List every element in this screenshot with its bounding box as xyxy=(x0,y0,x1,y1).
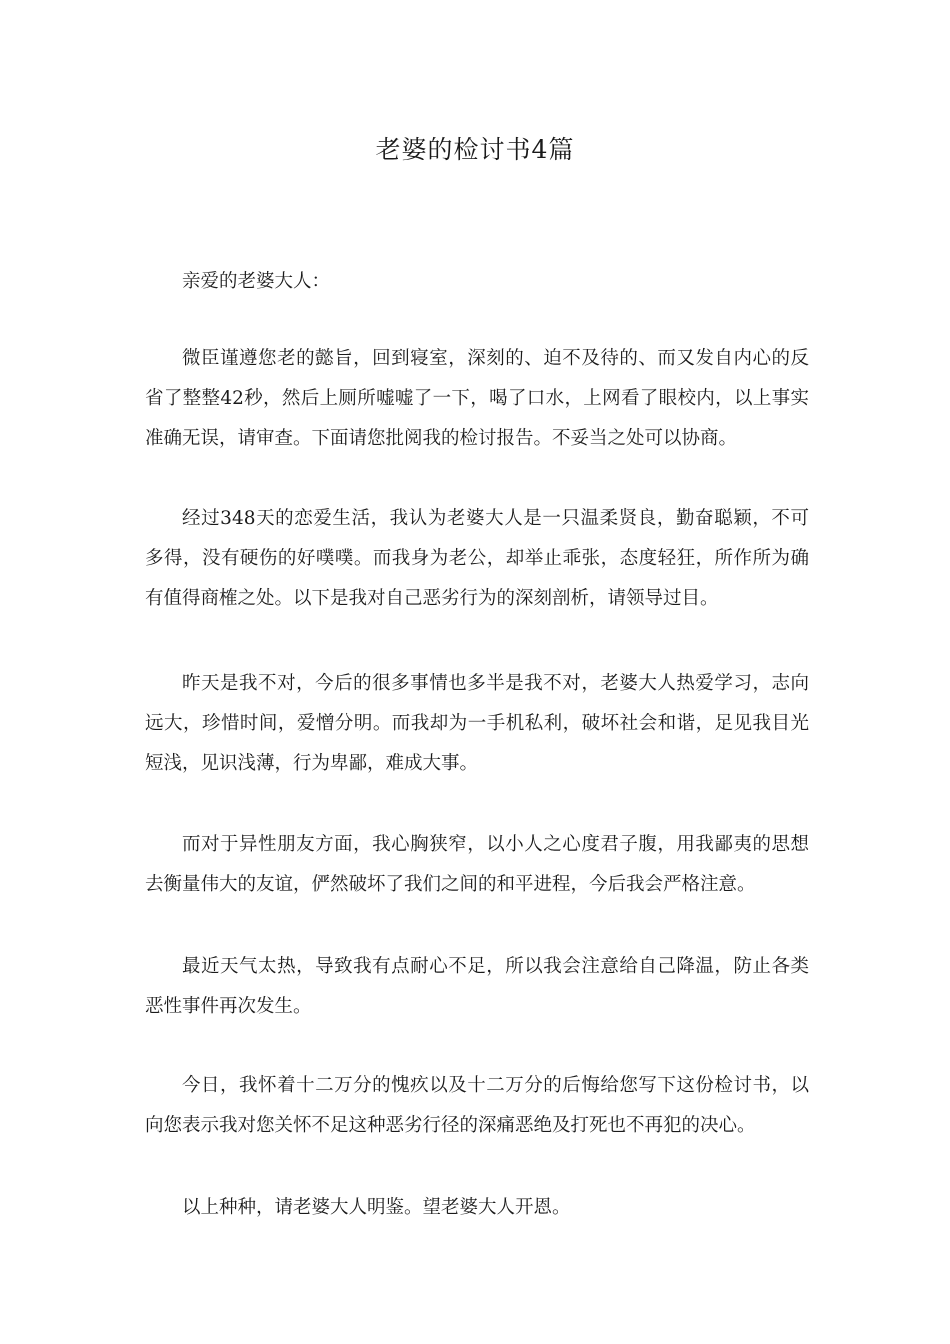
paragraph-6: 今日，我怀着十二万分的愧疚以及十二万分的后悔给您写下这份检讨书，以向您表示我对您关怀不足这种恶劣行径的深痛恶绝及打死也不再犯的决心。 xyxy=(145,1075,809,1136)
paragraph-block-6 xyxy=(145,1066,809,1146)
paragraph-1: 微臣谨遵您老的懿旨，回到寝室，深刻的、迫不及待的、而又发自内心的反省了整整42秒，然后上厕所嘘嘘了一下，喝了口水，上网看了眼校内，以上事实准确无误，请审查。下面请您批阅我的检讨报告。不妥当之处可以协商。 xyxy=(145,348,809,449)
paragraph-block-3 xyxy=(145,664,809,784)
paragraph-block-4 xyxy=(145,825,809,905)
paragraph-2: 经过348天的恋爱生活，我认为老婆大人是一只温柔贤良，勤奋聪颖，不可多得，没有硬伤的好噗噗。而我身为老公，却举止乖张，态度轻狂，所作所为确有值得商榷之处。以下是我对自己恶劣行为的深刻剖析，请领导过目。 xyxy=(145,508,809,609)
paragraph-3: 昨天是我不对，今后的很多事情也多半是我不对，老婆大人热爱学习，志向远大，珍惜时间，爱憎分明。而我却为一手机私利，破坏社会和谐，足见我目光短浅，见识浅薄，行为卑鄙，难成大事。 xyxy=(145,673,809,774)
paragraph-4: 而对于异性朋友方面，我心胸狭窄，以小人之心度君子腹，用我鄙夷的思想去衡量伟大的友谊，俨然破坏了我们之间的和平进程，今后我会严格注意。 xyxy=(145,834,809,895)
salutation-block xyxy=(145,262,809,302)
paragraph-block-7 xyxy=(145,1188,809,1228)
paragraph-block-5 xyxy=(145,947,809,1027)
paragraph-block-1 xyxy=(145,339,809,459)
document-title: 老婆的检讨书4篇 xyxy=(375,135,575,164)
salutation: 亲爱的老婆大人： xyxy=(182,271,331,292)
paragraph-block-2 xyxy=(145,499,809,619)
paragraph-7: 以上种种，请老婆大人明鉴。望老婆大人开恩。 xyxy=(182,1197,571,1218)
paragraph-5: 最近天气太热，导致我有点耐心不足，所以我会注意给自己降温，防止各类恶性事件再次发生。 xyxy=(145,956,809,1017)
